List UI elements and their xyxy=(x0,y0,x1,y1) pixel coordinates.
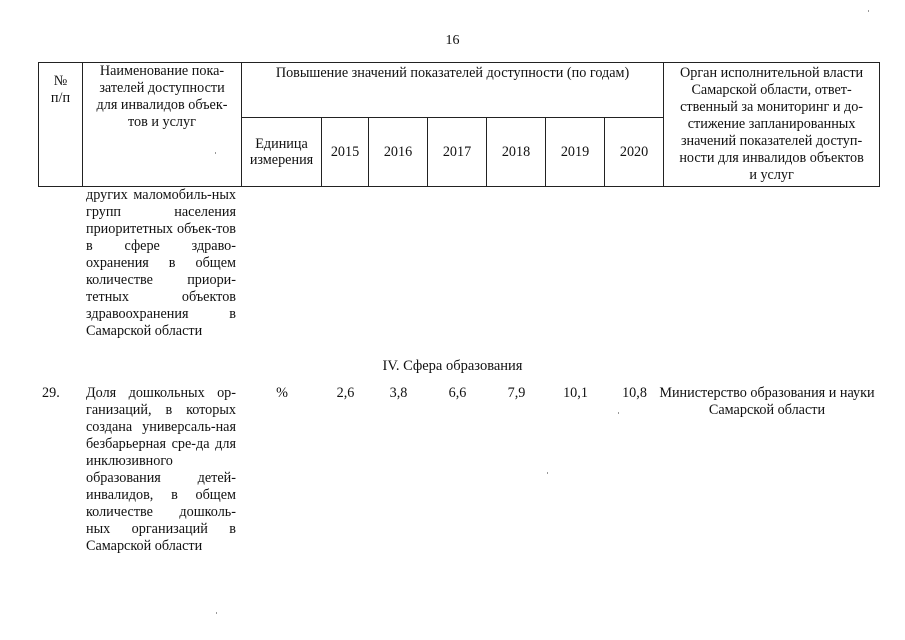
row-29-value-2020: 10,8 xyxy=(622,385,647,401)
row-29-org: Министерство образования и науки Самарской области xyxy=(659,385,875,418)
header-year-2019: 2019 xyxy=(546,118,605,187)
row-29-value-2018: 7,9 xyxy=(507,385,526,401)
scan-speck xyxy=(215,152,216,154)
header-increase: Повышение значений показателей доступности (по годам) xyxy=(242,63,664,118)
scan-speck xyxy=(618,412,619,414)
header-unit: Единица измерения xyxy=(242,118,322,187)
row-29-value-2017: 6,6 xyxy=(448,385,467,401)
scan-speck xyxy=(868,10,869,12)
header-year-2017: 2017 xyxy=(428,118,487,187)
header-year-2015: 2015 xyxy=(322,118,369,187)
header-name: Наименование пока- зателей доступности для инвалидов объек- тов и услуг xyxy=(83,63,242,187)
row-29-number: 29. xyxy=(42,385,60,401)
header-year-2018: 2018 xyxy=(487,118,546,187)
row-29-unit: % xyxy=(276,385,288,401)
row-29-value-2019: 10,1 xyxy=(563,385,588,401)
header-num: № п/п xyxy=(39,63,83,187)
scan-speck xyxy=(216,612,217,614)
header-table xyxy=(38,62,880,187)
scan-speck xyxy=(547,472,548,474)
page-number: 16 xyxy=(445,33,460,48)
section-title: IV. Сфера образования xyxy=(382,358,523,374)
continuation-text: других маломобиль-ных групп населения приоритетных объек-тов в сфере здраво-охранения в общем количестве приори-тетных объектов здравоохранения в Самарской области xyxy=(86,187,236,339)
header-year-2020: 2020 xyxy=(605,118,664,187)
row-29-value-2016: 3,8 xyxy=(389,385,408,401)
header-org: Орган исполнительной власти Самарской области, ответ- ственный за мониторинг и до- стижение запланированных значений показателей доступ- ности для инвалидов объектов и услуг xyxy=(664,63,880,187)
row-29-value-2015: 2,6 xyxy=(336,385,355,401)
header-year-2016: 2016 xyxy=(369,118,428,187)
row-29-name: Доля дошкольных ор-ганизаций, в которых создана универсаль-ная безбарьерная сре-да для инклюзивного образования детей-инвалидов, в общем количестве дошколь-ных организаций в Самарской области xyxy=(86,385,236,554)
